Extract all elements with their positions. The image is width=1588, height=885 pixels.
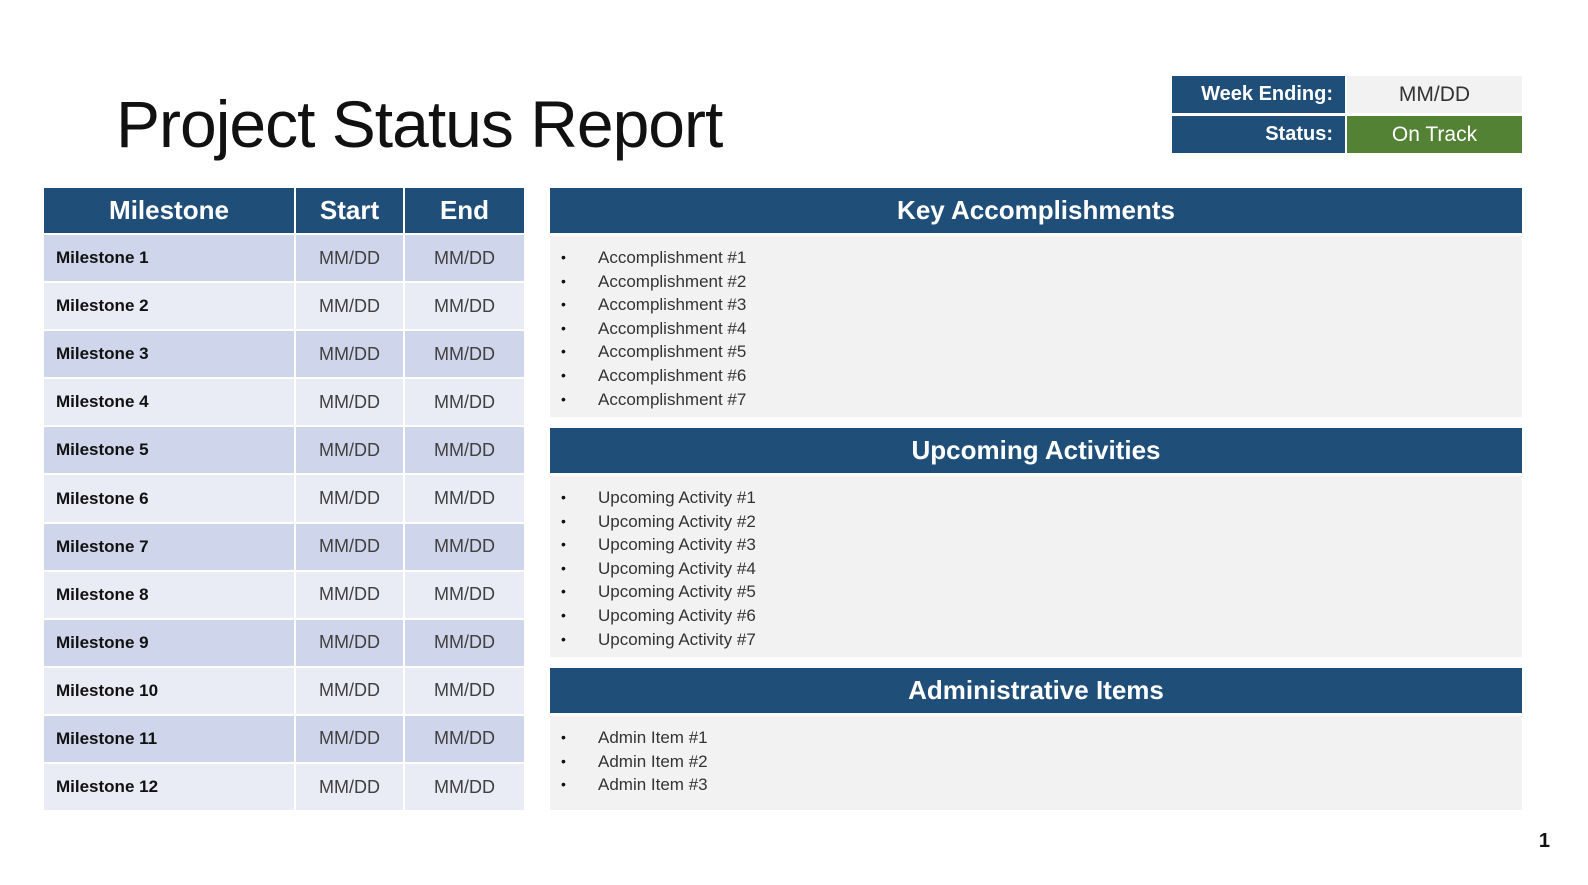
table-row bbox=[44, 522, 524, 570]
list-item bbox=[550, 750, 1522, 774]
list-item-text: Upcoming Activity #5 bbox=[598, 582, 756, 602]
milestone-table-body bbox=[44, 233, 524, 810]
list-item-text: Upcoming Activity #6 bbox=[598, 605, 756, 625]
end-date-cell: MM/DD bbox=[405, 379, 524, 425]
milestone-name-cell: Milestone 10 bbox=[44, 668, 296, 714]
start-date-cell: MM/DD bbox=[296, 427, 405, 473]
milestone-name-cell: Milestone 3 bbox=[44, 331, 296, 377]
table-row bbox=[44, 329, 524, 377]
bullet-icon: • bbox=[561, 729, 566, 745]
list-item-text: Accomplishment #5 bbox=[598, 342, 747, 362]
bullet-icon: • bbox=[561, 512, 566, 529]
start-date-cell: MM/DD bbox=[296, 524, 405, 570]
week-ending-value: MM/DD bbox=[1347, 76, 1522, 113]
list-item-text: Accomplishment #1 bbox=[598, 248, 747, 267]
accomplishments-list bbox=[550, 246, 1522, 411]
table-row bbox=[44, 281, 524, 329]
section-body bbox=[550, 476, 1522, 657]
status-badge: On Track bbox=[1347, 116, 1522, 153]
list-item-text: Upcoming Activity #7 bbox=[598, 629, 756, 649]
week-ending-label: Week Ending: bbox=[1172, 76, 1347, 113]
list-item-text: Admin Item #2 bbox=[598, 751, 708, 771]
section-header: Key Accomplishments bbox=[550, 188, 1522, 233]
table-row bbox=[44, 714, 524, 762]
list-item bbox=[550, 773, 1522, 797]
report-meta bbox=[1172, 76, 1522, 156]
list-item bbox=[550, 557, 1522, 581]
milestone-name-cell: Milestone 2 bbox=[44, 283, 296, 329]
bullet-icon: • bbox=[561, 296, 566, 313]
week-ending-row bbox=[1172, 76, 1522, 113]
section-header: Administrative Items bbox=[550, 668, 1522, 713]
page-title: Project Status Report bbox=[116, 87, 723, 161]
milestone-table bbox=[44, 188, 524, 810]
milestone-name-cell: Milestone 12 bbox=[44, 764, 296, 810]
milestone-name-cell: Milestone 4 bbox=[44, 379, 296, 425]
table-row bbox=[44, 570, 524, 618]
list-item bbox=[550, 604, 1522, 628]
list-item bbox=[550, 293, 1522, 317]
start-date-cell: MM/DD bbox=[296, 764, 405, 810]
list-item bbox=[550, 388, 1522, 412]
list-item bbox=[550, 270, 1522, 294]
col-header-start: Start bbox=[296, 188, 405, 233]
start-date-cell: MM/DD bbox=[296, 668, 405, 714]
section-body bbox=[550, 716, 1522, 810]
end-date-cell: MM/DD bbox=[405, 524, 524, 570]
start-date-cell: MM/DD bbox=[296, 331, 405, 377]
start-date-cell: MM/DD bbox=[296, 620, 405, 666]
bullet-icon: • bbox=[561, 319, 566, 336]
page-number: 1 bbox=[1538, 830, 1550, 852]
milestone-table-header bbox=[44, 188, 524, 233]
bullet-icon: • bbox=[561, 390, 566, 407]
bullet-icon: • bbox=[561, 536, 566, 553]
end-date-cell: MM/DD bbox=[405, 283, 524, 329]
start-date-cell: MM/DD bbox=[296, 475, 405, 521]
list-item-text: Accomplishment #4 bbox=[598, 318, 747, 338]
end-date-cell: MM/DD bbox=[405, 331, 524, 377]
list-item-text: Accomplishment #3 bbox=[598, 295, 747, 315]
list-item bbox=[550, 510, 1522, 534]
col-header-milestone: Milestone bbox=[44, 188, 296, 233]
bullet-icon: • bbox=[561, 489, 566, 505]
administrative-items-section bbox=[550, 668, 1522, 810]
upcoming-activities-section bbox=[550, 428, 1522, 657]
milestone-name-cell: Milestone 5 bbox=[44, 427, 296, 473]
list-item-text: Accomplishment #2 bbox=[598, 271, 747, 291]
list-item-text: Accomplishment #6 bbox=[598, 365, 747, 385]
table-row bbox=[44, 618, 524, 666]
table-row bbox=[44, 762, 524, 810]
bullet-icon: • bbox=[561, 630, 566, 647]
start-date-cell: MM/DD bbox=[296, 235, 405, 281]
end-date-cell: MM/DD bbox=[405, 475, 524, 521]
list-item bbox=[550, 317, 1522, 341]
bullet-icon: • bbox=[561, 366, 566, 383]
table-row bbox=[44, 473, 524, 521]
end-date-cell: MM/DD bbox=[405, 427, 524, 473]
end-date-cell: MM/DD bbox=[405, 764, 524, 810]
list-item-text: Accomplishment #7 bbox=[598, 389, 747, 409]
list-item bbox=[550, 580, 1522, 604]
bullet-icon: • bbox=[561, 559, 566, 576]
status-row bbox=[1172, 116, 1522, 153]
table-row bbox=[44, 377, 524, 425]
section-header: Upcoming Activities bbox=[550, 428, 1522, 473]
list-item-text: Upcoming Activity #3 bbox=[598, 535, 756, 555]
bullet-icon: • bbox=[561, 272, 566, 289]
list-item-text: Admin Item #1 bbox=[598, 728, 708, 747]
end-date-cell: MM/DD bbox=[405, 716, 524, 762]
milestone-name-cell: Milestone 8 bbox=[44, 572, 296, 618]
list-item-text: Upcoming Activity #1 bbox=[598, 488, 756, 507]
list-item bbox=[550, 364, 1522, 388]
admin-items-list bbox=[550, 726, 1522, 797]
table-row bbox=[44, 233, 524, 281]
start-date-cell: MM/DD bbox=[296, 716, 405, 762]
bullet-icon: • bbox=[561, 343, 566, 360]
milestone-name-cell: Milestone 9 bbox=[44, 620, 296, 666]
milestone-name-cell: Milestone 11 bbox=[44, 716, 296, 762]
upcoming-activities-list bbox=[550, 486, 1522, 651]
bullet-icon: • bbox=[561, 583, 566, 600]
section-body bbox=[550, 236, 1522, 417]
list-item-text: Upcoming Activity #2 bbox=[598, 511, 756, 531]
start-date-cell: MM/DD bbox=[296, 283, 405, 329]
milestone-name-cell: Milestone 1 bbox=[44, 235, 296, 281]
key-accomplishments-section bbox=[550, 188, 1522, 417]
list-item bbox=[550, 726, 1522, 750]
bullet-icon: • bbox=[561, 606, 566, 623]
start-date-cell: MM/DD bbox=[296, 379, 405, 425]
list-item bbox=[550, 340, 1522, 364]
status-label: Status: bbox=[1172, 116, 1347, 153]
list-item bbox=[550, 628, 1522, 652]
list-item bbox=[550, 246, 1522, 270]
start-date-cell: MM/DD bbox=[296, 572, 405, 618]
bullet-icon: • bbox=[561, 249, 566, 265]
end-date-cell: MM/DD bbox=[405, 572, 524, 618]
bullet-icon: • bbox=[561, 776, 566, 793]
end-date-cell: MM/DD bbox=[405, 235, 524, 281]
table-row bbox=[44, 666, 524, 714]
bullet-icon: • bbox=[561, 752, 566, 769]
table-row bbox=[44, 425, 524, 473]
end-date-cell: MM/DD bbox=[405, 620, 524, 666]
list-item bbox=[550, 486, 1522, 510]
milestone-name-cell: Milestone 7 bbox=[44, 524, 296, 570]
milestone-name-cell: Milestone 6 bbox=[44, 475, 296, 521]
list-item bbox=[550, 533, 1522, 557]
list-item-text: Upcoming Activity #4 bbox=[598, 558, 756, 578]
col-header-end: End bbox=[439, 195, 490, 225]
list-item-text: Admin Item #3 bbox=[598, 775, 708, 795]
end-date-cell: MM/DD bbox=[405, 668, 524, 714]
